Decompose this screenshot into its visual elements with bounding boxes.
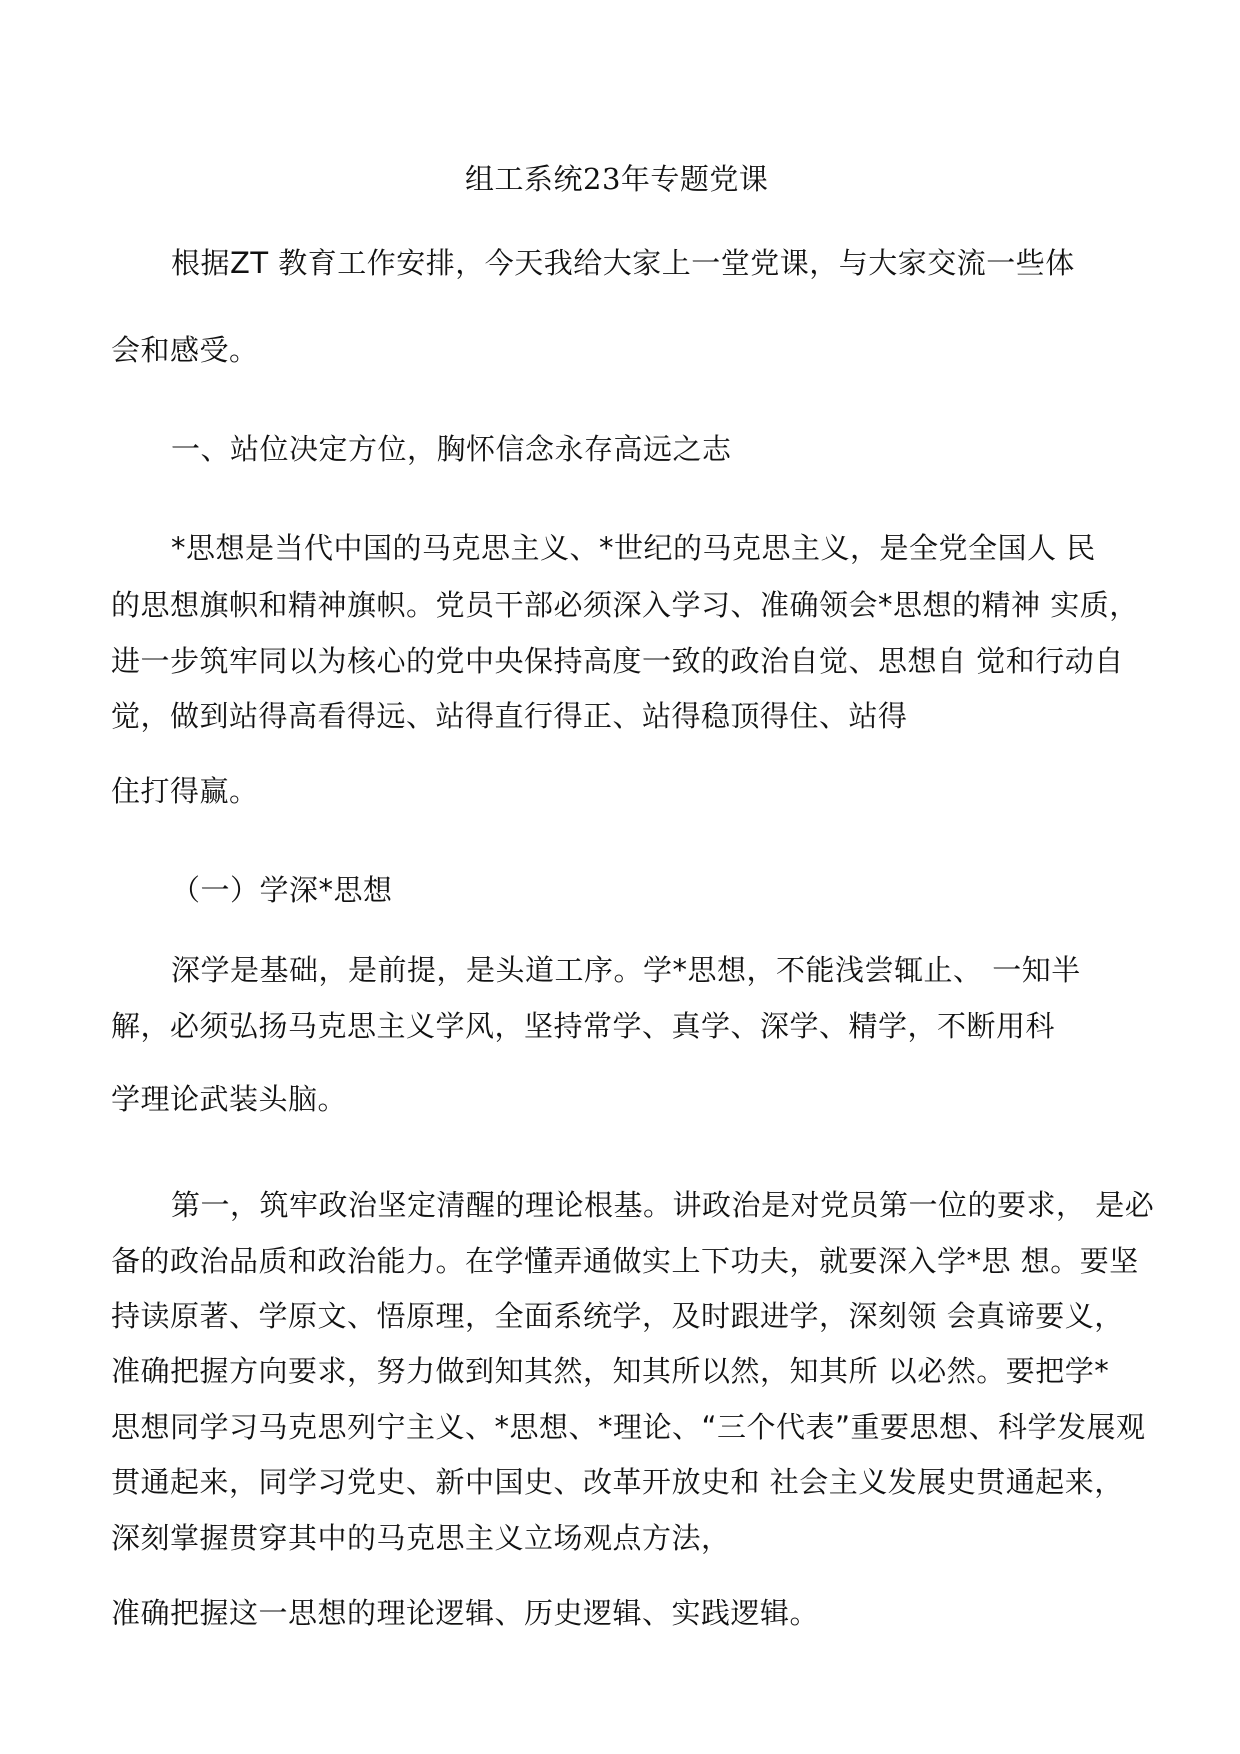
para-1-line-5: 住打得赢。 [111,774,259,808]
para-2-line-1: 深学是基础，是前提，是头道工序。学*思想，不能浅尝辄止、 一知半 [171,953,1081,987]
para-3-line-1: 第一，筑牢政治坚定清醒的理论根基。讲政治是对党员第一位的要求， 是必 [171,1188,1155,1222]
para-1-line-3: 进一步筑牢同以为核心的党中央保持高度一致的政治自觉、思想自 觉和行动自 [111,644,1124,678]
intro-line-1: 根据ZT 教育工作安排，今天我给大家上一堂党课，与大家交流一些体 [171,246,1075,280]
para-1-line-1: *思想是当代中国的马克思主义、*世纪的马克思主义，是全党全国人 民 [171,531,1096,565]
para-2-line-3: 学理论武装头脑。 [111,1082,348,1116]
para-1-line-2: 的思想旗帜和精神旗帜。党员干部必须深入学习、准确领会*思想的精神 实质， [111,588,1139,622]
section-1-heading: 一、站位决定方位，胸怀信念永存高远之志 [171,432,732,466]
para-3-line-2: 备的政治品质和政治能力。在学懂弄通做实上下功夫，就要深入学*思 想。要坚 [111,1244,1139,1278]
para-3-line-8: 准确把握这一思想的理论逻辑、历史逻辑、实践逻辑。 [111,1596,820,1630]
document-title: 组工系统23年专题党课 [465,162,769,196]
intro-line-2: 会和感受。 [111,333,259,367]
para-1-line-4: 觉，做到站得高看得远、站得直行得正、站得稳顶得住、站得 [111,699,908,733]
para-3-line-7: 深刻掌握贯穿其中的马克思主义立场观点方法， [111,1521,731,1555]
para-3-line-5: 思想同学习马克思列宁主义、*思想、*理论、“三个代表”重要思想、科学发展观 [111,1410,1146,1444]
para-3-line-4: 准确把握方向要求，努力做到知其然，知其所以然，知其所 以必然。要把学* [111,1354,1110,1388]
subsection-1-heading: （一）学深*思想 [171,873,393,907]
para-3-line-3: 持读原著、学原文、悟原理，全面系统学，及时跟进学，深刻领 会真谛要义， [111,1299,1124,1333]
para-3-line-6: 贯通起来，同学习党史、新中国史、改革开放史和 社会主义发展史贯通起来， [111,1465,1124,1499]
para-2-line-2: 解，必须弘扬马克思主义学风，坚持常学、真学、深学、精学，不断用科 [111,1009,1056,1043]
